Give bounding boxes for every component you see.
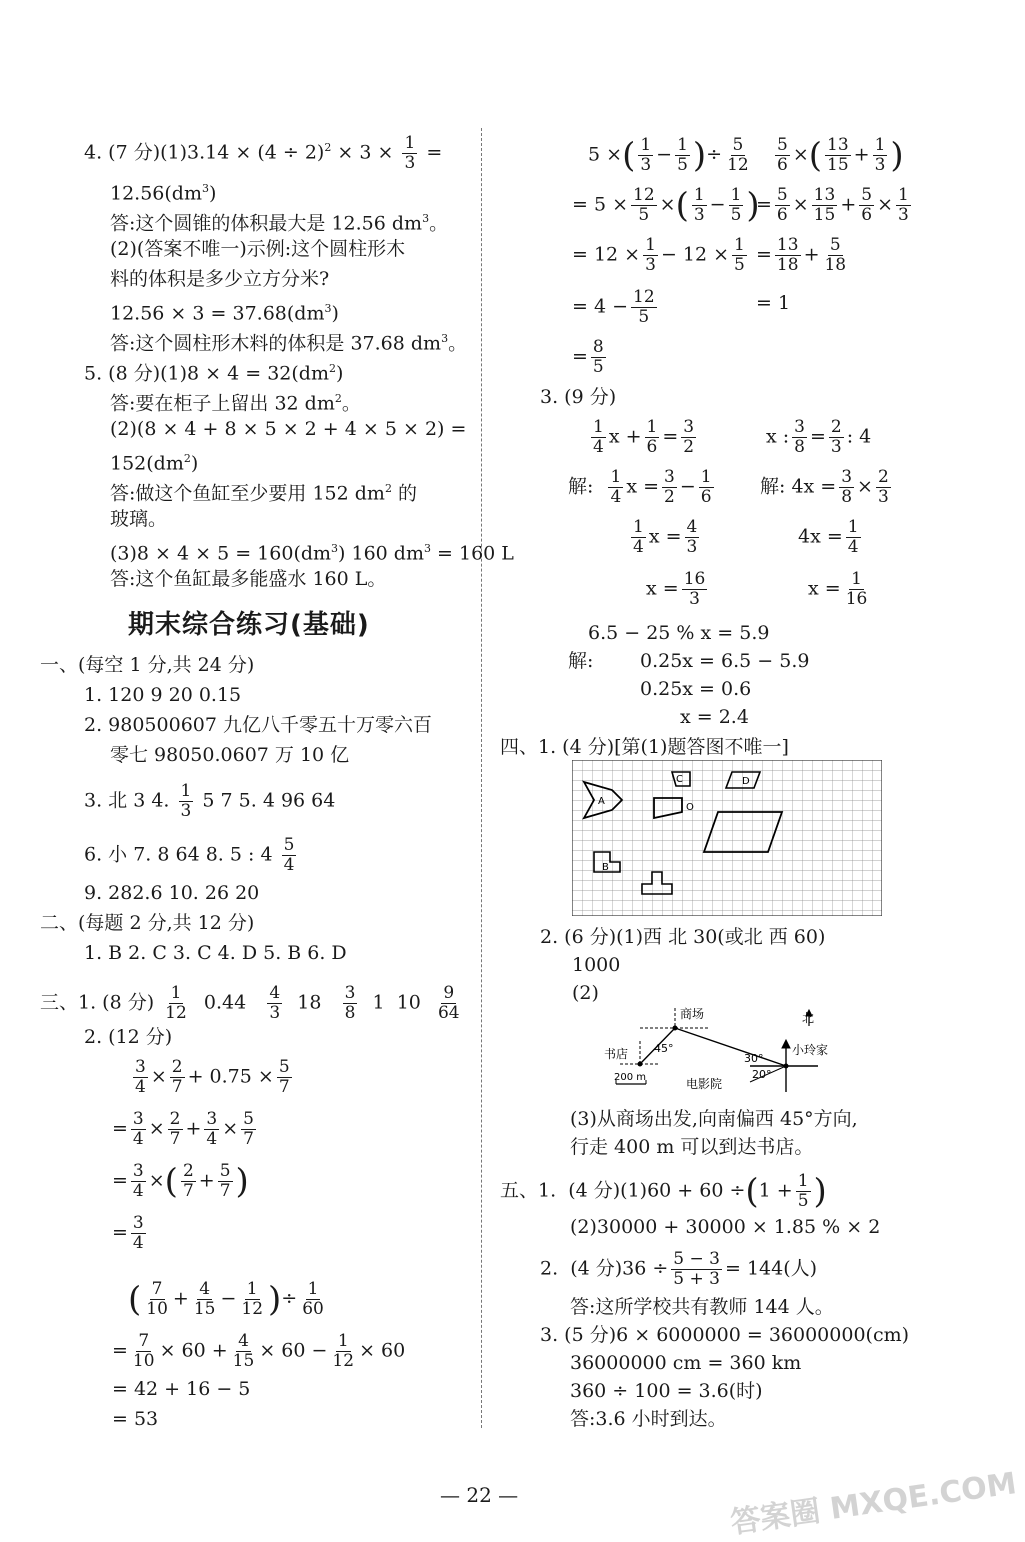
c3b-step1: $\frac{5}{6}$ ×( $\frac{13}{15}$ + $\frac{1}{3}$ ) xyxy=(777,135,904,176)
s1-answer-2a: 2. 980500607 九亿八千零五十万零六百 xyxy=(84,714,433,736)
fraction: $\frac{1}{3}$ xyxy=(404,133,416,173)
s5-3-line2: 36000000 cm = 360 km xyxy=(570,1352,802,1374)
svg-text:商场: 商场 xyxy=(680,1007,705,1021)
calc1-step2: = $\frac{3}{4}$ × $\frac{2}{7}$ + $\frac{3}{4}$ × $\frac{5}{7}$ xyxy=(112,1109,254,1149)
s5-2-line2: 答:这所学校共有教师 144 人。 xyxy=(570,1296,834,1318)
svg-text:30°: 30° xyxy=(744,1052,764,1065)
eq3-line3: 0.25x = 0.6 xyxy=(640,678,752,700)
q5-line5: 答:做这个鱼缸至少要用 152 $dm^2$ 的 xyxy=(110,482,417,505)
q4-line3: 答:这个圆锥的体积最大是 12.56 $dm^3$。 xyxy=(110,212,449,235)
s2-heading: 二、(每题 2 分,共 12 分) xyxy=(40,912,255,934)
s5-2-line1: 2. (4 分)36 ÷ $\frac{5 - 3}{5 + 3}$ = 144(人) xyxy=(540,1249,818,1289)
s5-1-line1: 五、1. (4 分)(1)60 + 60 ÷(1 + $\frac{1}{5}$ ) xyxy=(500,1171,827,1212)
svg-text:小玲家: 小玲家 xyxy=(792,1043,829,1057)
eq2-line4: x = $\frac{1}{16}$ xyxy=(808,569,868,609)
s1-answer-3: 3. 北 3 4. $\frac{1}{3}$ 5 7 5. 4 96 64 xyxy=(84,781,336,821)
s4-2-line5: 行走 400 m 可以到达书店。 xyxy=(570,1136,814,1158)
svg-text:书店: 书店 xyxy=(604,1047,629,1061)
svg-text:O: O xyxy=(686,802,694,813)
q5-line2: 答:要在柜子上留出 32 $dm^2$。 xyxy=(110,392,361,415)
calc1-step4: = $\frac{3}{4}$ xyxy=(112,1213,144,1253)
q4-line7: 答:这个圆柱形木料的体积是 37.68 $dm^3$。 xyxy=(110,332,468,355)
eq3-jie: 解: xyxy=(568,650,594,672)
q4-line2: $12.56(dm^3)$ xyxy=(110,182,217,205)
s4-2-line2: 1000 xyxy=(572,954,621,976)
q5-line3: (2)(8 × 4 + 8 × 5 × 2 + 4 × 5 × 2) = xyxy=(110,418,467,440)
section-title: 期末综合练习(基础) xyxy=(128,610,370,640)
calc2-step4: = 53 xyxy=(112,1408,159,1430)
svg-text:45°: 45° xyxy=(654,1042,674,1055)
c3a-step4: = 4 − $\frac{12}{5}$ xyxy=(572,287,655,327)
eq1-line1: $\frac{1}{4}$ x + $\frac{1}{6}$ = $\frac{3}{2}$ xyxy=(593,417,695,457)
s4-2-line4: (3)从商场出发,向南偏西 45°方向, xyxy=(570,1108,858,1130)
calc2-step2: = $\frac{7}{10}$ × 60 + $\frac{4}{15}$ × 60 − $\frac{1}{12}$ × 60 xyxy=(112,1331,406,1371)
eq1-line3: $\frac{1}{4}$ x = $\frac{4}{3}$ xyxy=(633,517,698,557)
s3-2-heading: 2. (12 分) xyxy=(84,1026,173,1048)
fraction: $\frac{1}{3}$ xyxy=(180,781,192,821)
eq2-line2: 解: 4x = $\frac{3}{8}$ × $\frac{2}{3}$ xyxy=(760,467,889,507)
q5-line7: $(3)8 \times 4 \times 5 = 160(dm^3)$ 160 $dm^3 = 160$ L xyxy=(110,542,514,565)
q4-line1: 4. (7 分)$(1)3.14 \times (4 \div 2)^2 \times 3$ × $\frac{1}{3}$ = xyxy=(84,133,443,173)
c3a-step3: = 12 × $\frac{1}{3}$ − 12 × $\frac{1}{5}$ xyxy=(572,235,745,275)
svg-text:北: 北 xyxy=(802,1011,815,1025)
page-number: — 22 — xyxy=(440,1483,519,1507)
svg-text:D: D xyxy=(742,776,750,787)
c3b-step4: = 1 xyxy=(756,292,791,314)
calc2-step3: = 42 + 16 − 5 xyxy=(112,1378,251,1400)
s5-3-line1: 3. (5 分)6 × 6000000 = 36000000(cm) xyxy=(540,1324,910,1346)
c3a-step1: 5 ×( $\frac{1}{3}$ − $\frac{1}{5}$ )÷ $\frac{5}{12}$ xyxy=(588,135,749,176)
svg-text:200 m: 200 m xyxy=(614,1072,647,1083)
s1-heading: 一、(每空 1 分,共 24 分) xyxy=(40,654,255,676)
calc1-step1: $\frac{3}{4}$ × $\frac{2}{7}$ + 0.75 × $\frac{5}{7}$ xyxy=(135,1057,290,1097)
c3a-step5: = $\frac{8}{5}$ xyxy=(572,337,604,377)
svg-text:A: A xyxy=(598,796,605,807)
watermark-logo: 答案圈 MXQE.COM xyxy=(728,1466,1019,1541)
q4-line6: $12.56 \times 3 = 37.68(dm^3)$ xyxy=(110,302,339,325)
eq1-line4: x = $\frac{16}{3}$ xyxy=(646,569,706,609)
s5-1-line2: (2)30000 + 30000 × 1.85 % × 2 xyxy=(570,1216,881,1238)
s4-heading: 四、1. (4 分)[第(1)题答图不唯一] xyxy=(500,736,789,758)
svg-text:C: C xyxy=(676,774,683,785)
s2-answers: 1. B 2. C 3. C 4. D 5. B 6. D xyxy=(84,942,347,964)
s1-answer-9: 9. 282.6 10. 26 20 xyxy=(84,882,260,904)
q4-line4: (2)(答案不唯一)示例:这个圆柱形木 xyxy=(110,238,406,260)
svg-text:B: B xyxy=(602,862,609,873)
s1-answer-1: 1. 120 9 20 0.15 xyxy=(84,684,242,706)
eq1-line2: 解: $\frac{1}{4}$ x = $\frac{3}{2}$ − $\frac{1}{6}$ xyxy=(568,467,712,507)
direction-map-figure xyxy=(600,1004,880,1094)
eq3-line4: x = 2.4 xyxy=(680,706,749,728)
transform-grid-figure xyxy=(572,760,882,916)
s4-2-line1: 2. (6 分)(1)西 北 30(或北 西 60) xyxy=(540,926,826,948)
q5-line4: $152(dm^2)$ xyxy=(110,452,199,475)
eq2-line3: 4x = $\frac{1}{4}$ xyxy=(798,517,859,557)
svg-text:20°: 20° xyxy=(752,1068,772,1081)
eq3-line1: 6.5 − 25 % x = 5.9 xyxy=(588,622,770,644)
q5-line8: 答:这个鱼缸最多能盛水 160 L。 xyxy=(110,568,387,590)
s5-3-line4: 答:3.6 小时到达。 xyxy=(570,1408,727,1430)
q5-line1: 5. (8 分)$(1)8 \times 4 = 32(dm^2)$ xyxy=(84,362,344,385)
s4-2-line3: (2) xyxy=(572,982,599,1004)
q3-heading: 3. (9 分) xyxy=(540,386,617,408)
q4-line5: 料的体积是多少立方分米? xyxy=(110,268,330,290)
column-divider xyxy=(481,128,482,1428)
s1-answer-2b: 零七 98050.0607 万 10 亿 xyxy=(110,744,350,766)
s3-line1: 三、1. (8 分) $\frac{1}{12}$ 0.44 $\frac{4}{3}$ 18 $\frac{3}{8}$ 1 10 $\frac{9}{64}$ xyxy=(40,983,460,1023)
c3b-step3: = $\frac{13}{18}$ + $\frac{5}{18}$ xyxy=(756,235,847,275)
svg-text:电影院: 电影院 xyxy=(686,1077,723,1091)
eq2-line1: x : $\frac{3}{8}$ = $\frac{2}{3}$ : 4 xyxy=(766,417,872,457)
eq3-line2: 0.25x = 6.5 − 5.9 xyxy=(640,650,810,672)
s1-answer-6: 6. 小 7. 8 64 8. 5 : 4 $\frac{5}{4}$ xyxy=(84,835,295,875)
q5-line6: 玻璃。 xyxy=(110,508,168,530)
s5-3-line3: 360 ÷ 100 = 3.6(时) xyxy=(570,1380,763,1402)
fraction: $\frac{5}{4}$ xyxy=(283,835,295,875)
calc1-step3: = $\frac{3}{4}$ ×( $\frac{2}{7}$ + $\frac{5}{7}$ ) xyxy=(112,1161,249,1202)
c3a-step2: = 5 × $\frac{12}{5}$ ×( $\frac{1}{3}$ − $\frac{1}{5}$ ) xyxy=(572,185,760,226)
c3b-step2: = $\frac{5}{6}$ × $\frac{13}{15}$ + $\frac{5}{6}$ × $\frac{1}{3}$ xyxy=(756,185,909,225)
calc2-step1: ( $\frac{7}{10}$ + $\frac{4}{15}$ − $\frac{1}{12}$ )÷ $\frac{1}{60}$ xyxy=(128,1279,324,1320)
